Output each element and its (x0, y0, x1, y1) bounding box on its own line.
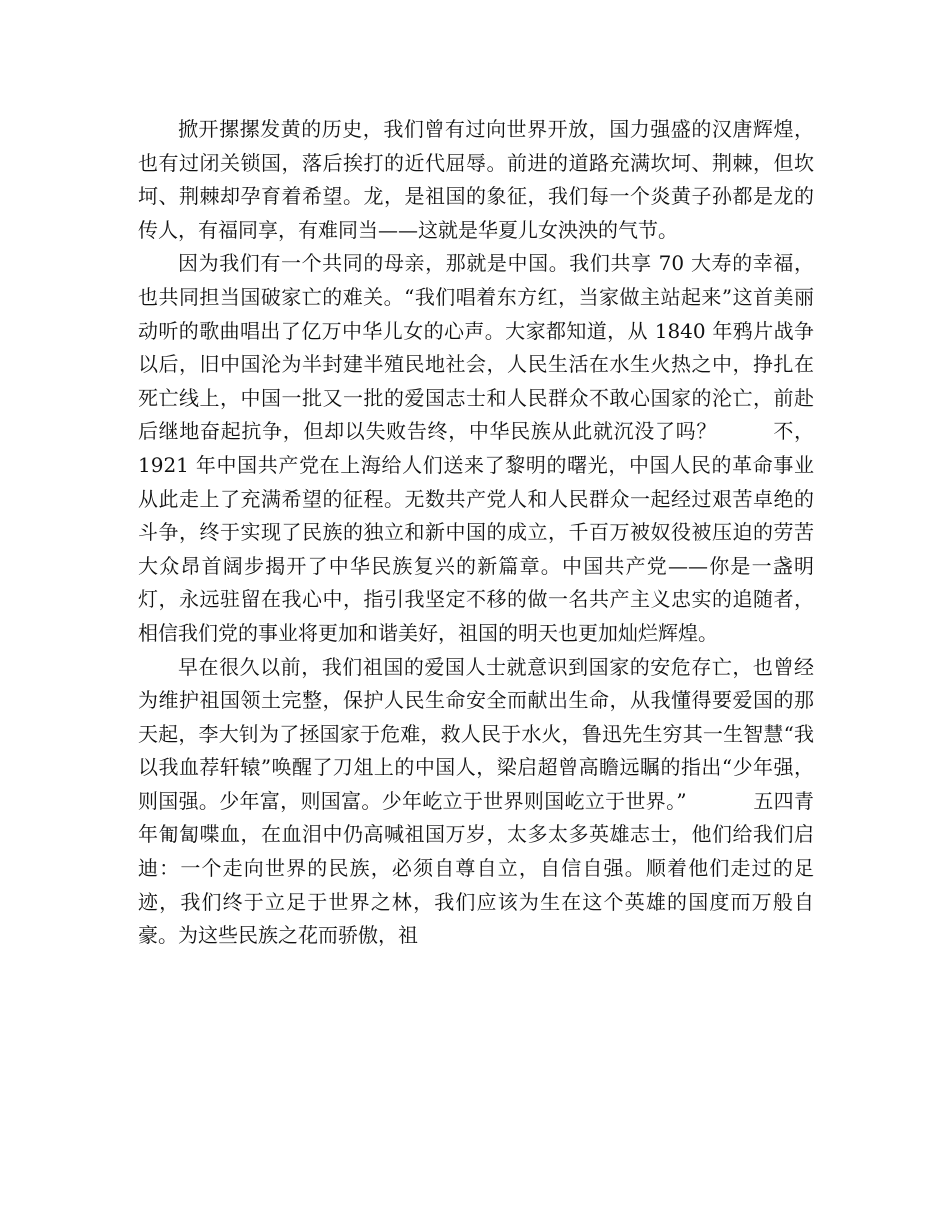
paragraph-1: 掀开摞摞发黄的历史，我们曾有过向世界开放，国力强盛的汉唐辉煌，也有过闭关锁国，落后挨打的近代屈辱。前进的道路充满坎坷、荆棘，但坎坷、荆棘却孕育着希望。龙，是祖国的象征，我们每一个炎黄子孙都是龙的传人，有福同享，有难同当——这就是华夏儿女泱泱的气节。 (138, 117, 814, 242)
document-body (138, 113, 814, 953)
paragraph-3: 早在很久以前，我们祖国的爱国人士就意识到国家的安危存亡，也曾经为维护祖国领土完整，保护人民生命安全而献出生命，从我懂得要爱国的那天起，李大钊为了拯国家于危难，救人民于水火，鲁迅先生穷其一生智慧“我以我血荐轩辕”唤醒了刀俎上的中国人，梁启超曾高瞻远瞩的指出“少年强，则国强。少年富，则国富。少年屹立于世界则国屹立于世界。” 五四青年匍匐喋血，在血泪中仍高喊祖国万岁，太多太多英雄志士，他们给我们启迪：一个走向世界的民族，必须自尊自立，自信自强。顺着他们走过的足迹，我们终于立足于世界之林，我们应该为生在这个英雄的国度而万般自豪。为这些民族之花而骄傲，祖 (138, 654, 814, 948)
paragraph-2: 因为我们有一个共同的母亲，那就是中国。我们共享 70 大寿的幸福，也共同担当国破家亡的难关。“我们唱着东方红，当家做主站起来”这首美丽动听的歌曲唱出了亿万中华儿女的心声。大家都知道，从 1840 年鸦片战争以后，旧中国沦为半封建半殖民地社会，人民生活在水生火热之中，挣扎在死亡线上，中国一批又一批的爱国志士和人民群众不敢心国家的沦亡，前赴后继地奋起抗争，但却以失败告终，中华民族从此就沉没了吗？ 不，1921 年中国共产党在上海给人们送来了黎明的曙光，中国人民的革命事业从此走上了充满希望的征程。无数共产党人和人民群众一起经过艰苦卓绝的斗争，终于实现了民族的独立和新中国的成立，千百万被奴役被压迫的劳苦大众昂首阔步揭开了中华民族复兴的新篇章。中国共产党——你是一盏明灯，永远驻留在我心中，指引我坚定不移的做一名共产主义忠实的追随者，相信我们党的事业将更加和谐美好，祖国的明天也更加灿烂辉煌。 (138, 251, 814, 645)
